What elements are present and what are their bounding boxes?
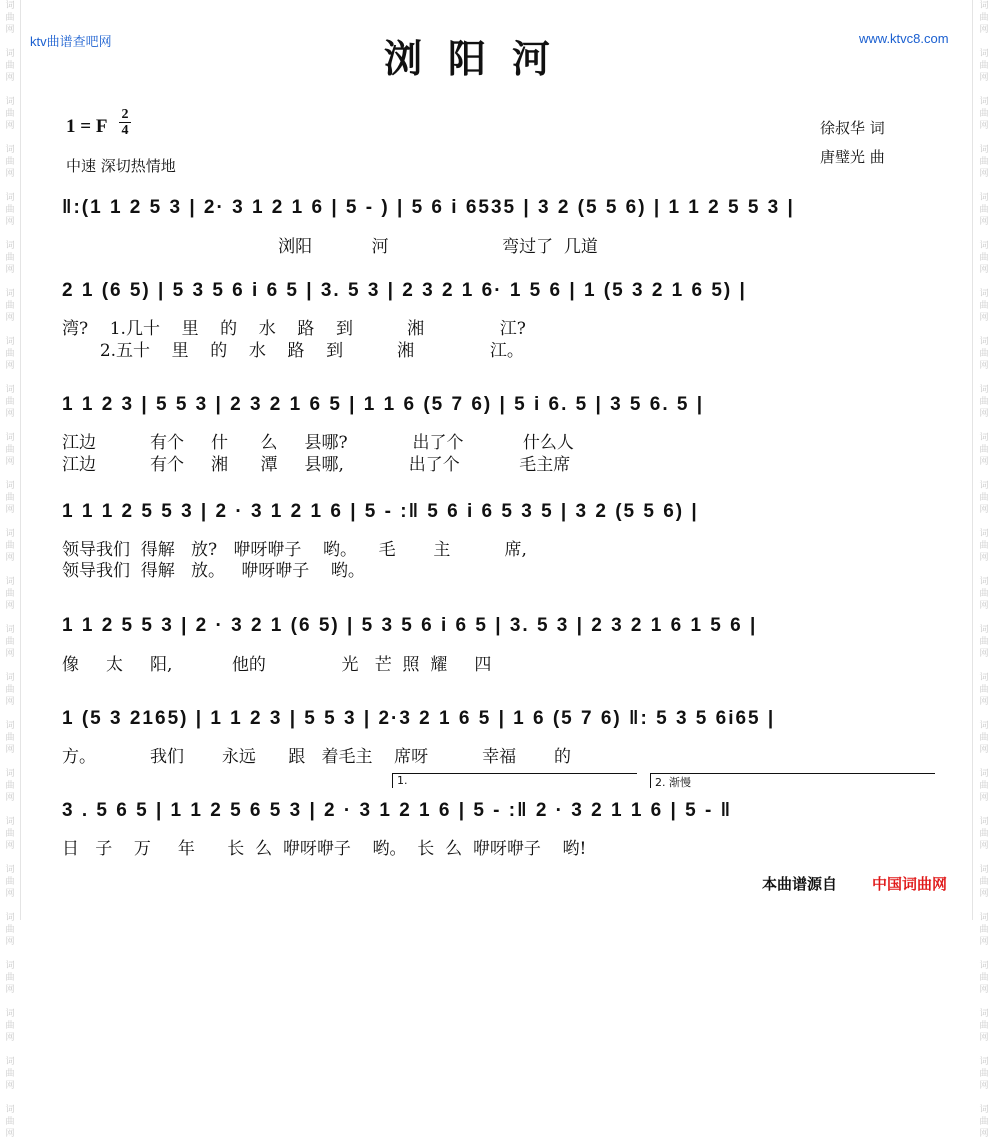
first-ending-label: 1. [397, 774, 408, 787]
lyric-line-6: 方。 我们 永远 跟 着毛主 席呀 幸福 的 [62, 747, 571, 767]
watermark-site-left[interactable]: ktv曲谱查吧网 [30, 34, 112, 49]
composer-credit: 唐璧光 曲 [820, 148, 885, 166]
left-border-line [20, 0, 21, 920]
side-watermark-left: 词 曲 网 词 曲 网 词 曲 网 词 曲 网 词 曲 网 词 曲 网 词 曲 网 词 曲 网 词 曲 网 词 曲 网 词 曲 网 词 曲 网 词 曲 网 词 曲 网 词 曲 网 词 曲 网 词 曲 网 词 曲 网 词 曲 网 词 曲 网 词 曲 网 词 曲 网 词 曲 网 词 曲 网 [5, 1, 15, 1139]
meter-bottom: 4 [121, 123, 129, 138]
lyric-line-1-verse1: 浏阳 河 弯过了 几道 [62, 237, 598, 257]
notation-line-3: 1 1 2 3 | 5 5 3 | 2 3 2 1 6 5 | 1 1 6 (5 7 6) | 5 i 6. 5 | 3 5 6. 5 | [62, 394, 705, 415]
lyric-line-4-verse2: 领导我们 得解 放。 咿呀咿子 哟。 [62, 561, 365, 581]
footer-source-label: 本曲谱源自 [762, 875, 838, 893]
tempo-marking: 中速 深切热情地 [66, 157, 176, 175]
lyric-line-4-verse1: 领导我们 得解 放? 咿呀咿子 哟。 毛 主 席, [62, 540, 527, 560]
notation-line-2: 2 1 (6 5) | 5 3 5 6 i 6 5 | 3. 5 3 | 2 3 2 1 6· 1 5 6 | 1 (5 3 2 1 6 5) | [62, 280, 747, 301]
footer-source-site[interactable]: 中国词曲网 [872, 875, 948, 893]
meter-top: 2 [121, 107, 129, 122]
second-ending-bracket [650, 773, 935, 788]
notation-line-7: 3 . 5 6 5 | 1 1 2 5 6 5 3 | 2 · 3 1 2 1 6 | 5 - :‖ 2 · 3 2 1 1 6 | 5 - ‖ [62, 800, 733, 821]
side-watermark-right: 词 曲 网 词 曲 网 词 曲 网 词 曲 网 词 曲 网 词 曲 网 词 曲 网 词 曲 网 词 曲 网 词 曲 网 词 曲 网 词 曲 网 词 曲 网 词 曲 网 词 曲 网 词 曲 网 词 曲 网 词 曲 网 词 曲 网 词 曲 网 词 曲 网 词 曲 网 词 曲 网 词 曲 网 [979, 1, 989, 1139]
lyric-line-3-verse1: 江边 有个 什 么 县哪? 出了个 什么人 [62, 433, 574, 453]
watermark-site-right[interactable]: www.ktvc8.com [859, 31, 949, 46]
lyric-line-7: 日 子 万 年 长 么 咿呀咿子 哟。 长 么 咿呀咿子 哟! [62, 839, 587, 859]
notation-line-6: 1 (5 3 2165) | 1 1 2 3 | 5 5 3 | 2·3 2 1 6 5 | 1 6 (5 7 6) ‖: 5 3 5 6i65 | [62, 708, 776, 729]
time-signature [119, 108, 131, 137]
first-ending-bracket [392, 773, 637, 788]
notation-line-4: 1 1 1 2 5 5 3 | 2 · 3 1 2 1 6 | 5 - :‖ 5 6 i 6 5 3 5 | 3 2 (5 5 6) | [62, 501, 699, 522]
lyric-line-3-verse2: 江边 有个 湘 潭 县哪, 出了个 毛主席 [62, 455, 571, 475]
lyric-line-5: 像 太 阳, 他的 光 芒 照 耀 四 [62, 655, 492, 675]
second-ending-label: 2. 渐慢 [655, 776, 691, 789]
lyric-line-2-verse1: 湾? 1.几十 里 的 水 路 到 湘 江? [62, 319, 526, 339]
notation-line-5: 1 1 2 5 5 3 | 2 · 3 2 1 (6 5) | 5 3 5 6 i 6 5 | 3. 5 3 | 2 3 2 1 6 1 5 6 | [62, 615, 758, 636]
notation-line-1: ‖:(1 1 2 5 3 | 2· 3 1 2 1 6 | 5 - ) | 5 6 i 6535 | 3 2 (5 5 6) | 1 1 2 5 5 3 | [62, 197, 795, 218]
key-signature: 1 = F [66, 116, 108, 137]
lyric-line-2-verse2: 2.五十 里 的 水 路 到 湘 江。 [62, 341, 524, 361]
right-border-line [972, 0, 973, 920]
song-title: 浏阳河 [384, 37, 577, 81]
lyricist-credit: 徐叔华 词 [820, 119, 885, 137]
